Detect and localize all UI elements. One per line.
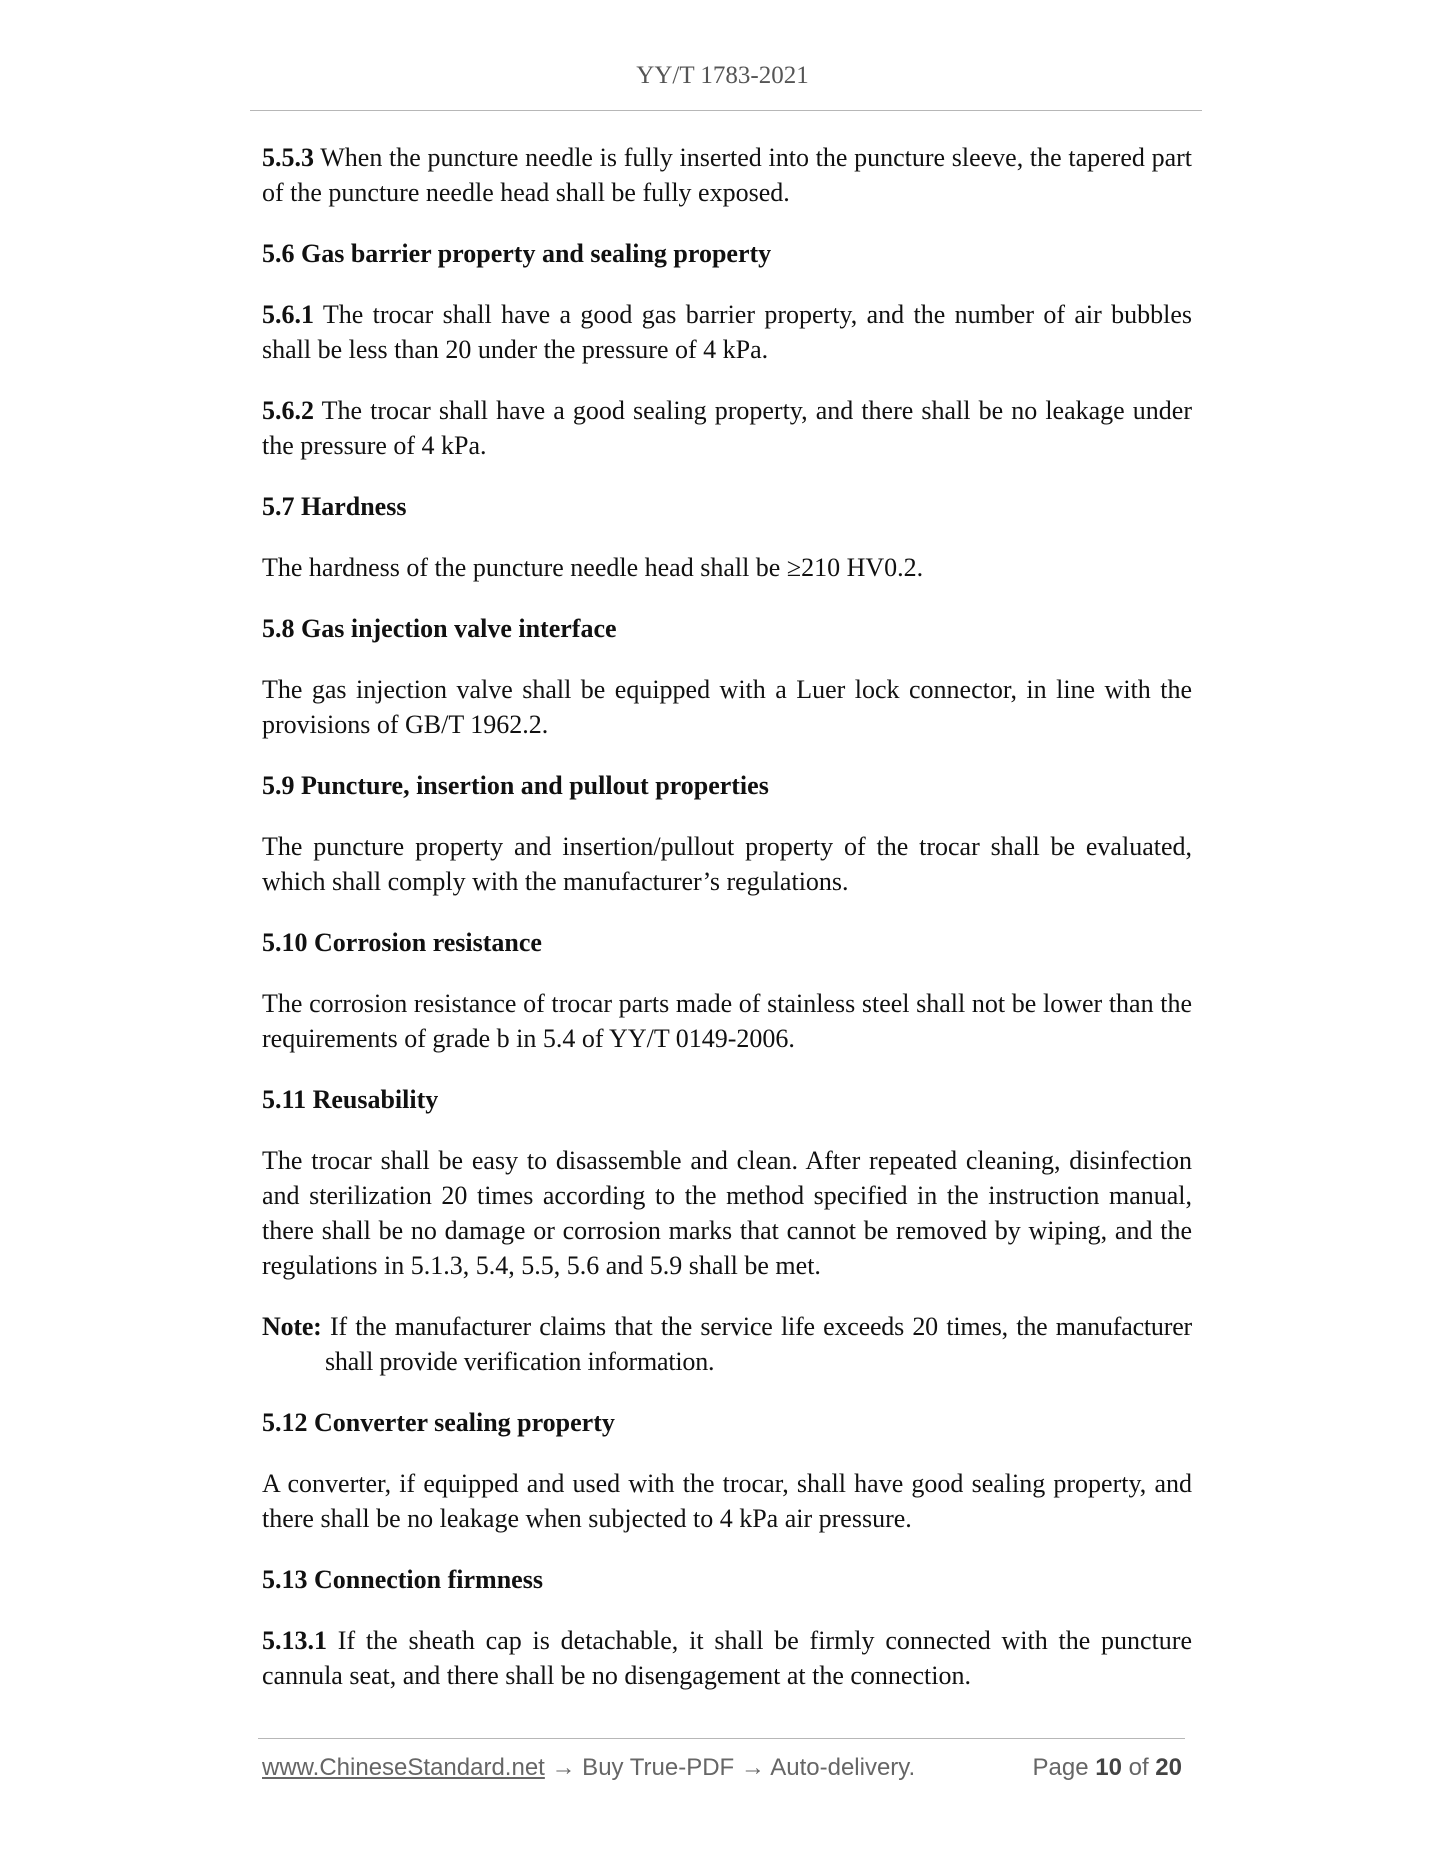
clause-5-6-1 [262,297,1192,367]
section-heading-5-10: 5.10 Corrosion resistance [262,928,542,957]
paragraph-5-8: The gas injection valve shall be equipped with a Luer lock connector, in line with the provisions of GB/T 1962.2. [262,675,1192,739]
document-body [262,140,1192,1719]
page-total: 20 [1155,1754,1182,1781]
page-label: Page [1032,1754,1089,1781]
paragraph-5-7: The hardness of the puncture needle head shall be ≥210 HV0.2. [262,553,924,582]
page-header [0,62,1445,90]
section-heading-5-11: 5.11 Reusability [262,1085,439,1114]
paragraph-5-12: A converter, if equipped and used with the trocar, shall have good sealing property, and there shall be no leakage when subjected to 4 kPa air pressure. [262,1469,1192,1533]
of-label: of [1128,1754,1149,1781]
section-heading-5-9: 5.9 Puncture, insertion and pullout properties [262,771,769,800]
clause-number: 5.6.2 [262,396,314,425]
section-heading-5-8: 5.8 Gas injection valve interface [262,614,617,643]
clause-5-5-3 [262,140,1192,210]
note-label: Note: [262,1312,322,1341]
section-heading-5-7: 5.7 Hardness [262,492,407,521]
clause-5-13-1 [262,1623,1192,1693]
section-heading-5-13: 5.13 Connection firmness [262,1565,543,1594]
paragraph-5-11: The trocar shall be easy to disassemble and clean. After repeated cleaning, disinfection and sterilization 20 times according to the method specified in the instruction manual, there shall be no damage or corrosion marks that cannot be removed by wiping, and the regulations in 5.1.3, 5.4, 5.5, 5.6 and 5.9 shall be met. [262,1146,1192,1280]
header-divider [250,110,1202,111]
clause-5-6-2 [262,393,1192,463]
page-indicator [1033,1754,1183,1782]
clause-number: 5.5.3 [262,143,314,172]
clause-number: 5.6.1 [262,300,314,329]
footer-promo-text: → Buy True-PDF → Auto-delivery. [544,1754,916,1781]
clause-number: 5.13.1 [262,1626,327,1655]
footer-divider [258,1738,1185,1739]
footer-promo [262,1754,915,1782]
section-heading-5-12: 5.12 Converter sealing property [262,1408,615,1437]
document-code: YY/T 1783-2021 [636,62,809,89]
note-text: If the manufacturer claims that the service life exceeds 20 times, the manufacturer shall provide verification information. [325,1312,1192,1376]
page-number: 10 [1095,1754,1122,1781]
paragraph-5-9: The puncture property and insertion/pullout property of the trocar shall be evaluated, which shall comply with the manufacturer’s regulations. [262,832,1192,896]
clause-text: When the puncture needle is fully inserted into the puncture sleeve, the tapered part of the puncture needle head shall be fully exposed. [262,143,1192,207]
website-link[interactable]: www.ChineseStandard.net [262,1754,545,1781]
clause-text: If the sheath cap is detachable, it shall be firmly connected with the puncture cannula seat, and there shall be no disengagement at the connection. [262,1626,1193,1690]
note-5-11 [262,1309,1192,1379]
section-heading-5-6: 5.6 Gas barrier property and sealing property [262,239,772,268]
clause-text: The trocar shall have a good gas barrier property, and the number of air bubbles shall be less than 20 under the pressure of 4 kPa. [262,300,1193,364]
paragraph-5-10: The corrosion resistance of trocar parts made of stainless steel shall not be lower than the requirements of grade b in 5.4 of YY/T 0149-2006. [262,989,1192,1053]
clause-text: The trocar shall have a good sealing property, and there shall be no leakage under the pressure of 4 kPa. [262,396,1193,460]
